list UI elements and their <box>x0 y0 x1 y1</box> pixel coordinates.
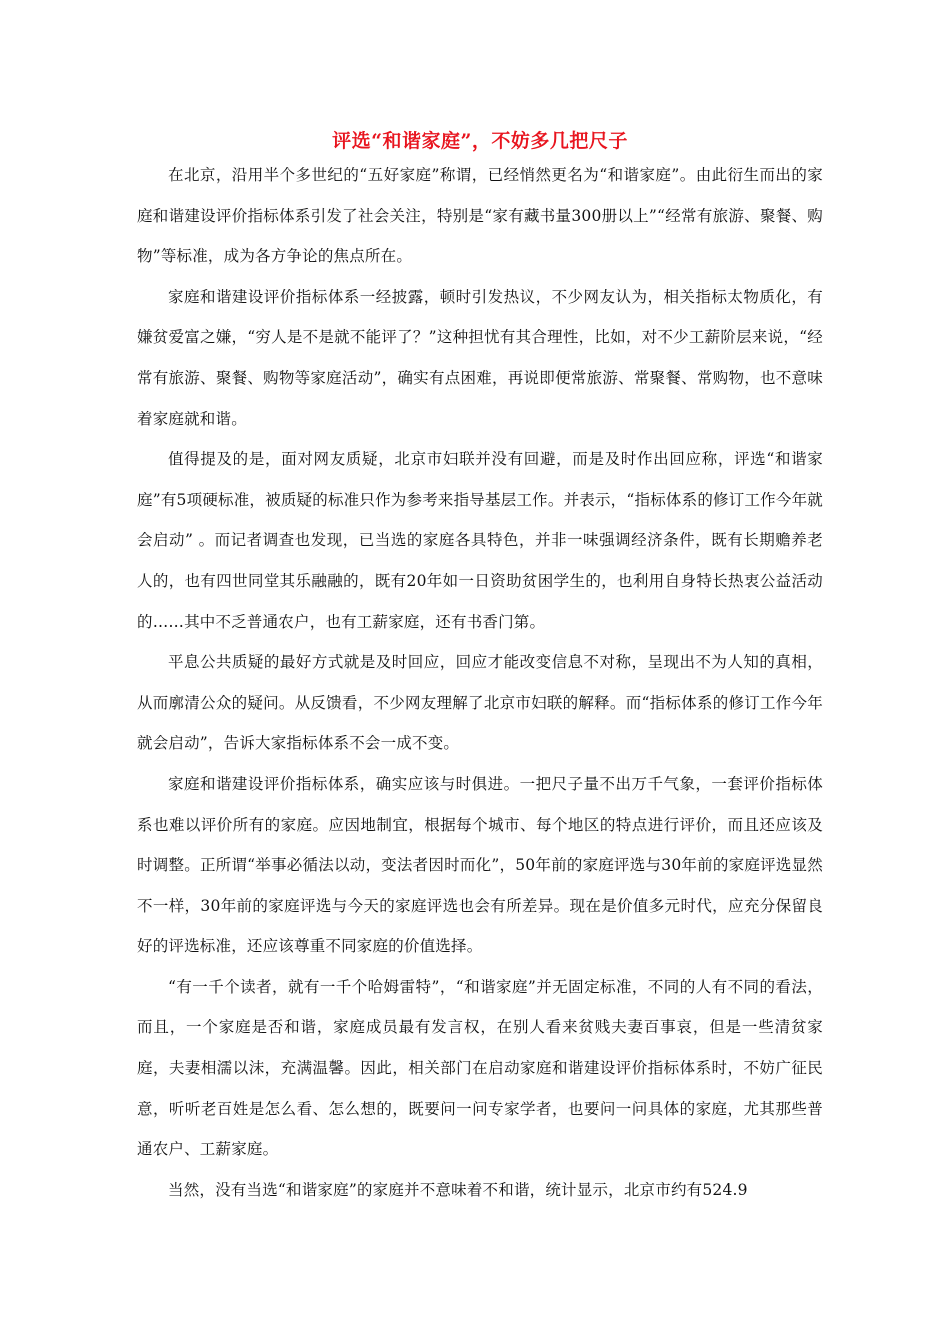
document-title: 评选“和谐家庭”，不妨多几把尺子 <box>332 130 628 152</box>
paragraph-2: 家庭和谐建设评价指标体系一经披露，顿时引发热议，不少网友认为，相关指标太物质化，有嫌贫爱富之嫌，“穷人是不是就不能评了？”这种担忧有其合理性，比如，对不少工薪阶层来说，“经常有旅游、聚餐、购物等家庭活动”，确实有点困难，再说即便常旅游、常聚餐、常购物，也不意味着家庭就和谐。 <box>137 287 823 428</box>
paragraph-6: “有一千个读者，就有一千个哈姆雷特”，“和谐家庭”并无固定标准，不同的人有不同的看法，而且，一个家庭是否和谐，家庭成员最有发言权，在别人看来贫贱夫妻百事哀，但是一些清贫家庭，夫妻相濡以沫，充满温馨。因此，相关部门在启动家庭和谐建设评价指标体系时，不妨广征民意，听听老百姓是怎么看、怎么想的，既要问一问专家学者，也要问一问具体的家庭，尤其那些普通农户、工薪家庭。 <box>137 977 823 1159</box>
paragraph-5: 家庭和谐建设评价指标体系，确实应该与时俱进。一把尺子量不出万千气象，一套评价指标体系也难以评价所有的家庭。应因地制宜，根据每个城市、每个地区的特点进行评价，而且还应该及时调整。正所谓“举事必循法以动，变法者因时而化”，50年前的家庭评选与30年前的家庭评选显然不一样，30年前的家庭评选与今天的家庭评选也会有所差异。现在是价值多元时代，应充分保留良好的评选标准，还应该尊重不同家庭的价值选择。 <box>137 774 823 956</box>
paragraph-4: 平息公共质疑的最好方式就是及时回应，回应才能改变信息不对称，呈现出不为人知的真相，从而廓清公众的疑问。从反馈看，不少网友理解了北京市妇联的解释。而“指标体系的修订工作今年就会启动”，告诉大家指标体系不会一成不变。 <box>137 653 823 753</box>
document-page <box>137 128 823 1210</box>
paragraph-1: 在北京，沿用半个多世纪的“五好家庭”称谓，已经悄然更名为“和谐家庭”。由此衍生而出的家庭和谐建设评价指标体系引发了社会关注，特别是“家有藏书量300册以上”“经常有旅游、聚餐、购物”等标准，成为各方争论的焦点所在。 <box>137 166 823 266</box>
paragraph-7: 当然，没有当选“和谐家庭”的家庭并不意味着不和谐，统计显示，北京市约有524.9 <box>168 1180 748 1199</box>
paragraph-3: 值得提及的是，面对网友质疑，北京市妇联并没有回避，而是及时作出回应称，评选“和谐家庭”有5项硬标准，被质疑的标准只作为参考来指导基层工作。并表示，“指标体系的修订工作今年就会启动” 。而记者调查也发现，已当选的家庭各具特色，并非一味强调经济条件，既有长期赡养老人的，也有四世同堂其乐融融的，既有20年如一日资助贫困学生的，也利用自身特长热衷公益活动的……其中不乏普通农户，也有工薪家庭，还有书香门第。 <box>137 450 823 631</box>
